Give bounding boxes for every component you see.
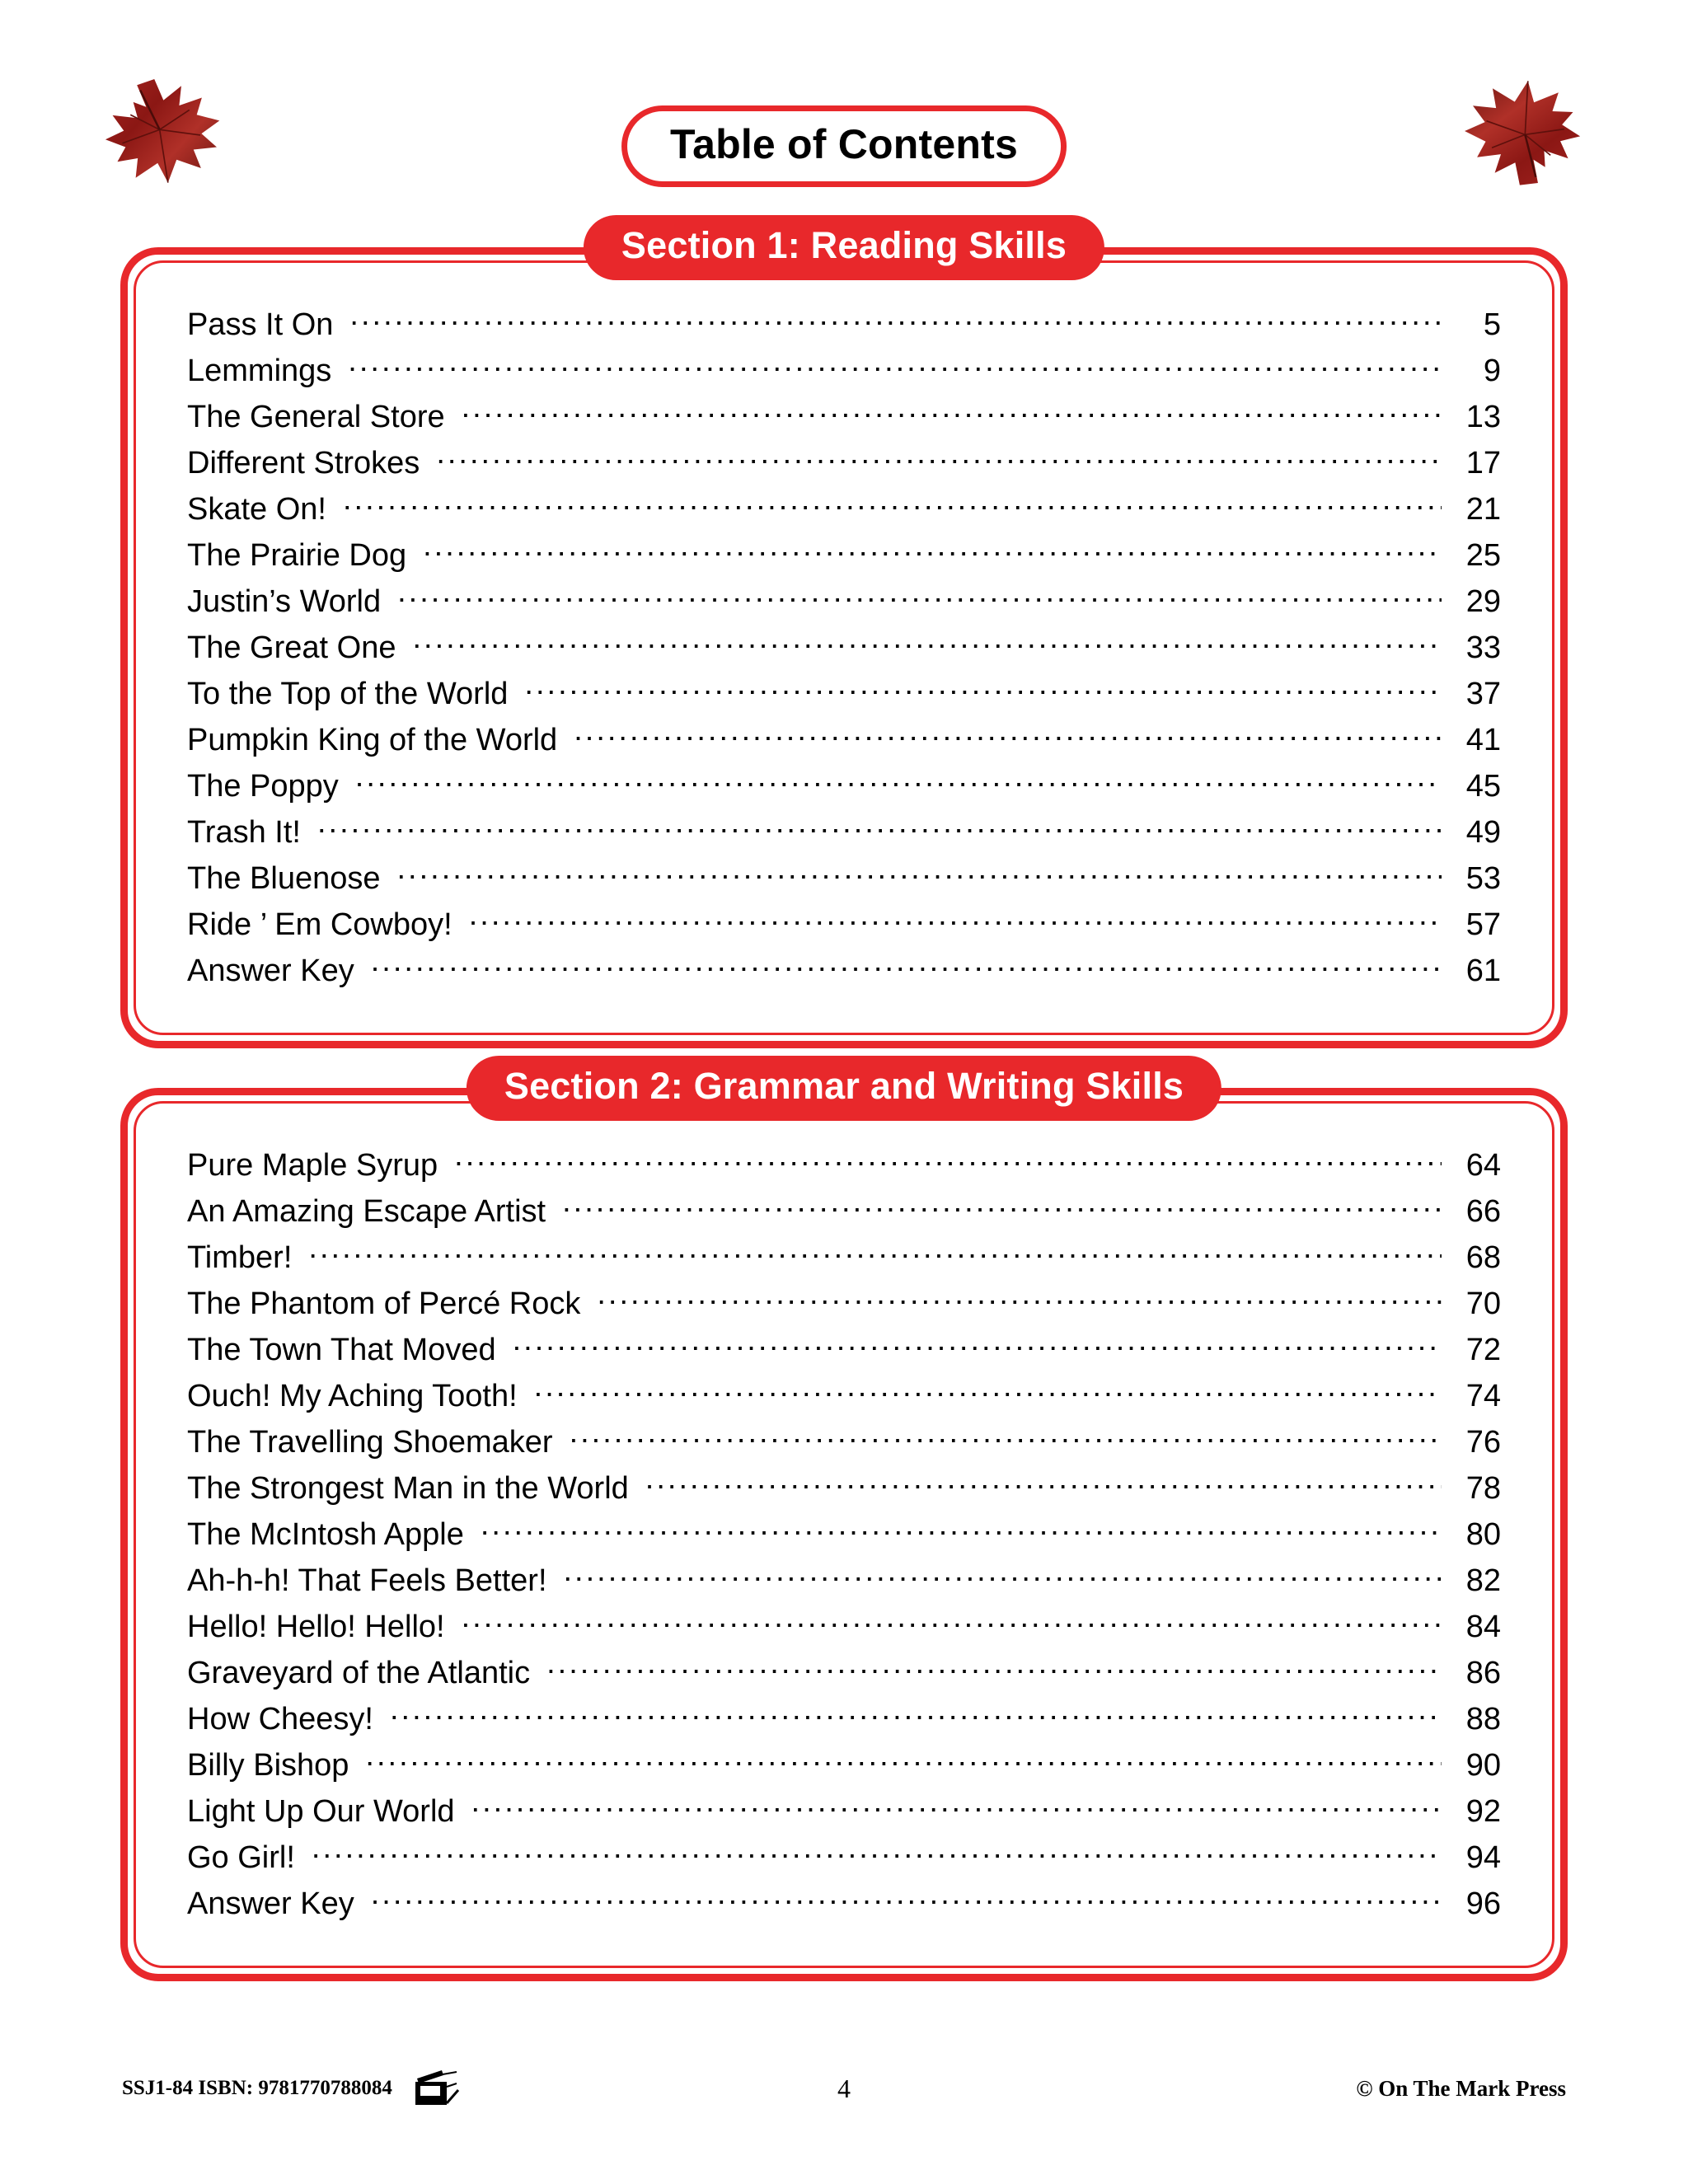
toc-row[interactable] xyxy=(187,492,1501,538)
toc-row[interactable] xyxy=(187,1702,1501,1748)
toc-dot-leader xyxy=(371,1900,1442,1914)
toc-row[interactable] xyxy=(187,538,1501,584)
section-frame xyxy=(120,1065,1568,1981)
toc-entry-page-number: 96 xyxy=(1465,1886,1501,1921)
toc-row[interactable] xyxy=(187,677,1501,723)
toc-entry-title: Lemmings xyxy=(187,354,332,388)
toc-dot-leader xyxy=(597,1301,1442,1314)
section-heading: Section 2: Grammar and Writing Skills xyxy=(504,1065,1184,1107)
toc-entry-page-number: 80 xyxy=(1465,1517,1501,1552)
toc-row[interactable] xyxy=(187,1517,1501,1563)
toc-entry-title: Pure Maple Syrup xyxy=(187,1148,438,1183)
toc-dot-leader xyxy=(570,1439,1442,1452)
toc-row[interactable] xyxy=(187,1194,1501,1240)
toc-entry-page-number: 53 xyxy=(1465,861,1501,896)
toc-entry-title: The Phantom of Percé Rock xyxy=(187,1286,581,1321)
toc-entry-title: Light Up Our World xyxy=(187,1794,455,1829)
toc-entry-page-number: 76 xyxy=(1465,1425,1501,1460)
toc-entry-title: The Strongest Man in the World xyxy=(187,1471,629,1506)
toc-entry-page-number: 92 xyxy=(1465,1794,1501,1829)
toc-row[interactable] xyxy=(187,1286,1501,1333)
toc-dot-leader xyxy=(454,1162,1442,1175)
toc-row[interactable] xyxy=(187,1886,1501,1933)
toc-dot-leader xyxy=(471,1808,1442,1821)
toc-entry-title: Answer Key xyxy=(187,954,354,988)
toc-entry-page-number: 29 xyxy=(1465,584,1501,619)
toc-dot-leader xyxy=(436,460,1442,473)
toc-row[interactable] xyxy=(187,1379,1501,1425)
toc-dot-leader xyxy=(481,1531,1442,1544)
photocopier-icon xyxy=(409,2069,467,2108)
toc-dot-leader xyxy=(348,368,1442,381)
toc-entry-page-number: 61 xyxy=(1465,954,1501,988)
toc-row[interactable] xyxy=(187,1610,1501,1656)
toc-dot-leader xyxy=(524,691,1442,704)
toc-dot-leader xyxy=(469,921,1442,935)
toc-entry-title: Timber! xyxy=(187,1240,293,1275)
toc-dot-leader xyxy=(564,1577,1442,1591)
toc-dot-leader xyxy=(412,644,1442,658)
toc-row[interactable] xyxy=(187,354,1501,400)
toc-entry-title: Pumpkin King of the World xyxy=(187,723,558,757)
toc-row[interactable] xyxy=(187,1748,1501,1794)
toc-entry-page-number: 74 xyxy=(1465,1379,1501,1413)
toc-entry-page-number: 90 xyxy=(1465,1748,1501,1783)
footer-product-code: SSJ1-84 ISBN: 9781770788084 xyxy=(122,2077,392,2099)
toc-list xyxy=(187,1148,1501,1933)
toc-dot-leader xyxy=(534,1393,1442,1406)
toc-dot-leader xyxy=(390,1716,1442,1729)
toc-entry-page-number: 41 xyxy=(1465,723,1501,757)
toc-dot-leader xyxy=(423,552,1442,565)
toc-entry-title: Ah-h-h! That Feels Better! xyxy=(187,1563,547,1598)
section-block xyxy=(120,224,1568,1048)
toc-entry-page-number: 21 xyxy=(1465,492,1501,527)
toc-row[interactable] xyxy=(187,1240,1501,1286)
toc-row[interactable] xyxy=(187,1656,1501,1702)
section-heading-badge xyxy=(584,215,1104,280)
toc-dot-leader xyxy=(308,1254,1442,1268)
toc-entry-page-number: 45 xyxy=(1465,769,1501,804)
toc-entry-title: Answer Key xyxy=(187,1886,354,1921)
toc-row[interactable] xyxy=(187,446,1501,492)
toc-entry-page-number: 68 xyxy=(1465,1240,1501,1275)
toc-entry-page-number: 82 xyxy=(1465,1563,1501,1598)
toc-entry-page-number: 88 xyxy=(1465,1702,1501,1736)
toc-entry-title: Pass It On xyxy=(187,307,334,342)
toc-row[interactable] xyxy=(187,861,1501,907)
toc-row[interactable] xyxy=(187,630,1501,677)
toc-dot-leader xyxy=(365,1762,1442,1775)
toc-row[interactable] xyxy=(187,954,1501,1000)
page-title-badge xyxy=(621,105,1067,187)
toc-entry-title: To the Top of the World xyxy=(187,677,509,711)
toc-dot-leader xyxy=(513,1347,1442,1360)
toc-entry-page-number: 86 xyxy=(1465,1656,1501,1690)
toc-entry-page-number: 5 xyxy=(1483,307,1501,342)
toc-entry-page-number: 25 xyxy=(1465,538,1501,573)
section-frame-inner xyxy=(134,260,1554,1035)
toc-entry-title: Different Strokes xyxy=(187,446,420,480)
toc-entry-title: Billy Bishop xyxy=(187,1748,349,1783)
maple-leaf-icon xyxy=(87,61,239,199)
toc-dot-leader xyxy=(317,829,1442,842)
footer-copyright: © On The Mark Press xyxy=(1356,2075,1566,2101)
toc-row[interactable] xyxy=(187,1425,1501,1471)
section-frame xyxy=(120,224,1568,1048)
page-title: Table of Contents xyxy=(670,121,1018,167)
toc-dot-leader xyxy=(462,1624,1442,1637)
toc-dot-leader xyxy=(312,1854,1442,1868)
toc-entry-title: Justin’s World xyxy=(187,584,382,619)
toc-entry-title: Trash It! xyxy=(187,815,301,850)
toc-entry-title: Go Girl! xyxy=(187,1840,295,1875)
toc-entry-title: The Great One xyxy=(187,630,396,665)
toc-row[interactable] xyxy=(187,1148,1501,1194)
toc-entry-title: The McIntosh Apple xyxy=(187,1517,464,1552)
toc-dot-leader xyxy=(343,506,1442,519)
section-heading-badge xyxy=(467,1056,1221,1121)
toc-row[interactable] xyxy=(187,1471,1501,1517)
toc-entry-title: Ouch! My Aching Tooth! xyxy=(187,1379,518,1413)
toc-row[interactable] xyxy=(187,1333,1501,1379)
toc-entry-page-number: 66 xyxy=(1465,1194,1501,1229)
toc-entry-title: Skate On! xyxy=(187,492,326,527)
toc-entry-title: The Travelling Shoemaker xyxy=(187,1425,553,1460)
toc-dot-leader xyxy=(645,1485,1442,1498)
toc-entry-page-number: 17 xyxy=(1465,446,1501,480)
toc-entry-page-number: 70 xyxy=(1465,1286,1501,1321)
maple-leaf-icon xyxy=(1447,66,1599,204)
toc-row[interactable] xyxy=(187,584,1501,630)
toc-entry-page-number: 94 xyxy=(1465,1840,1501,1875)
toc-entry-title: The Poppy xyxy=(187,769,339,804)
toc-entry-title: The Town That Moved xyxy=(187,1333,496,1367)
toc-dot-leader xyxy=(349,321,1442,335)
toc-row[interactable] xyxy=(187,723,1501,769)
toc-entry-page-number: 72 xyxy=(1465,1333,1501,1367)
toc-list xyxy=(187,307,1501,1000)
toc-entry-page-number: 64 xyxy=(1465,1148,1501,1183)
toc-entry-title: An Amazing Escape Artist xyxy=(187,1194,546,1229)
toc-row[interactable] xyxy=(187,907,1501,954)
section-heading: Section 1: Reading Skills xyxy=(621,224,1067,266)
toc-row[interactable] xyxy=(187,1840,1501,1886)
toc-dot-leader xyxy=(355,783,1442,796)
toc-entry-page-number: 78 xyxy=(1465,1471,1501,1506)
toc-entry-title: The Prairie Dog xyxy=(187,538,407,573)
toc-dot-leader xyxy=(562,1208,1442,1221)
toc-entry-title: Graveyard of the Atlantic xyxy=(187,1656,531,1690)
toc-entry-page-number: 49 xyxy=(1465,815,1501,850)
toc-entry-page-number: 13 xyxy=(1465,400,1501,434)
toc-dot-leader xyxy=(371,968,1442,981)
toc-dot-leader xyxy=(397,598,1442,612)
toc-dot-leader xyxy=(574,737,1442,750)
toc-row[interactable] xyxy=(187,307,1501,354)
toc-entry-title: The Bluenose xyxy=(187,861,381,896)
toc-entry-page-number: 57 xyxy=(1465,907,1501,942)
footer-left-group xyxy=(122,2069,467,2108)
toc-entry-page-number: 33 xyxy=(1465,630,1501,665)
toc-row[interactable] xyxy=(187,1794,1501,1840)
toc-row[interactable] xyxy=(187,1563,1501,1610)
toc-dot-leader xyxy=(397,875,1442,888)
toc-row[interactable] xyxy=(187,769,1501,815)
toc-entry-title: The General Store xyxy=(187,400,445,434)
toc-entry-page-number: 9 xyxy=(1483,354,1501,388)
toc-entry-page-number: 37 xyxy=(1465,677,1501,711)
footer-page-number: 4 xyxy=(837,2073,851,2103)
section-frame-inner xyxy=(134,1101,1554,1968)
toc-row[interactable] xyxy=(187,400,1501,446)
toc-dot-leader xyxy=(546,1670,1442,1683)
toc-entry-title: How Cheesy! xyxy=(187,1702,373,1736)
toc-dot-leader xyxy=(462,414,1442,427)
toc-entry-page-number: 84 xyxy=(1465,1610,1501,1644)
toc-row[interactable] xyxy=(187,815,1501,861)
toc-entry-title: Ride ’ Em Cowboy! xyxy=(187,907,452,942)
toc-entry-title: Hello! Hello! Hello! xyxy=(187,1610,445,1644)
section-block xyxy=(120,1065,1568,1981)
page-footer xyxy=(0,2064,1688,2113)
